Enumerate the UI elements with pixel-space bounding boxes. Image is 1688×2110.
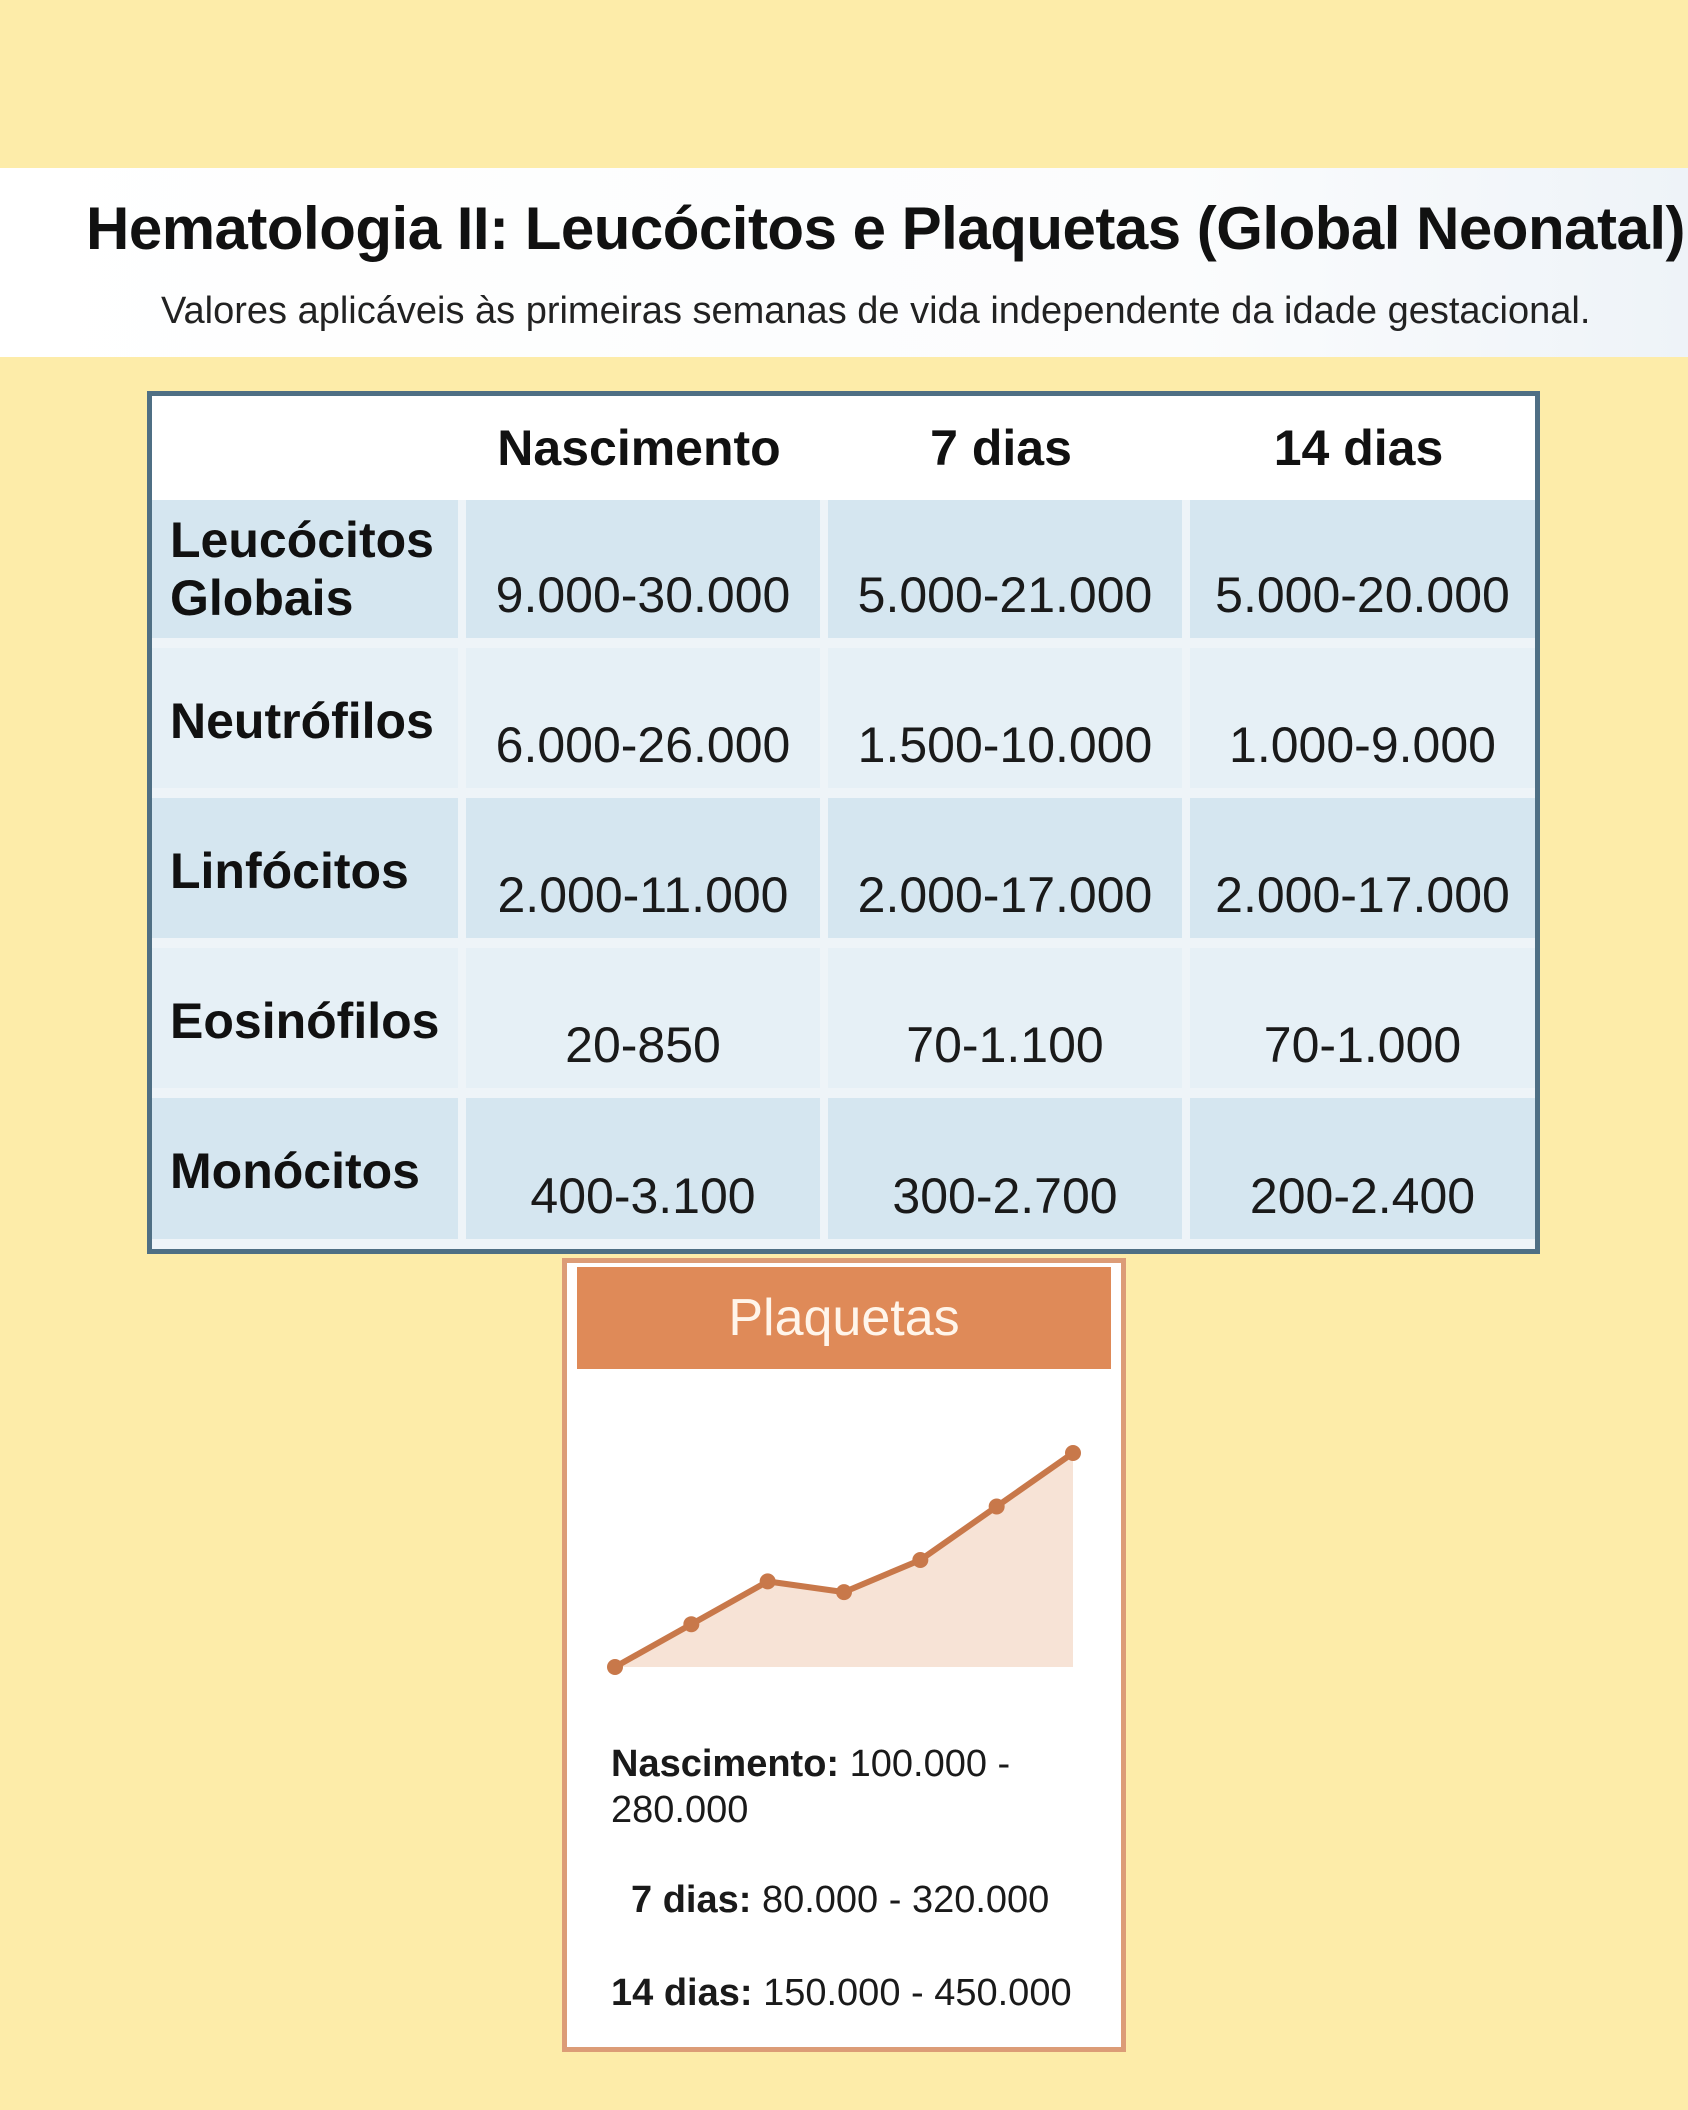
platelets-data-point [683, 1616, 699, 1632]
platelets-label-nascimento: Nascimento: [611, 1743, 840, 1785]
platelets-data-point [989, 1499, 1005, 1515]
platelets-value-14-dias: 150.000 - 450.000 [763, 1972, 1072, 2014]
row-label-neutrofilos: Neutrófilos [152, 648, 458, 798]
table-cell: 9.000-30.000 [458, 500, 820, 648]
platelets-data-point [607, 1659, 623, 1675]
table-row [152, 500, 1535, 648]
leukocyte-table [147, 391, 1540, 1254]
table-row [152, 1098, 1535, 1239]
table-cell: 70-1.000 [1182, 948, 1535, 1098]
platelets-card-title: Plaquetas [577, 1267, 1111, 1369]
table-cell: 300-2.700 [820, 1098, 1182, 1239]
platelets-row-7-dias [631, 1877, 1101, 1923]
table-header-row [152, 396, 1535, 500]
table-row [152, 648, 1535, 798]
row-label-monocitos: Monócitos [152, 1098, 458, 1239]
table-cell: 20-850 [458, 948, 820, 1098]
leukocyte-table-grid [152, 396, 1535, 1239]
page-subtitle: Valores aplicáveis às primeiras semanas de vida independente da idade gestacional. [161, 290, 1591, 332]
row-label-eosinofilos: Eosinófilos [152, 948, 458, 1098]
platelets-label-7-dias: 7 dias: [631, 1879, 752, 1921]
platelets-area-fill [615, 1453, 1073, 1667]
header-empty-cell [152, 396, 458, 500]
platelets-row-14-dias [611, 1970, 1101, 2016]
platelets-data-point [760, 1573, 776, 1589]
column-header-14-dias: 14 dias [1182, 396, 1535, 500]
table-row [152, 948, 1535, 1098]
row-label-leucocitos-globais: Leucócitos Globais [152, 500, 458, 648]
table-cell: 200-2.400 [1182, 1098, 1535, 1239]
platelets-value-7-dias: 80.000 - 320.000 [761, 1879, 1050, 1921]
page-title: Hematologia II: Leucócitos e Plaquetas (Global Neonatal) [86, 195, 1685, 262]
table-cell: 2.000-17.000 [820, 798, 1182, 948]
platelets-label-14-dias: 14 dias: [611, 1972, 753, 2014]
platelets-row-nascimento [611, 1741, 1071, 1833]
platelets-value-nascimento: 100.000 - 280.000 [611, 1743, 1011, 1831]
table-cell: 6.000-26.000 [458, 648, 820, 798]
title-banner [0, 168, 1688, 357]
platelets-card [562, 1258, 1126, 2052]
column-header-7-dias: 7 dias [820, 396, 1182, 500]
column-header-nascimento: Nascimento [458, 396, 820, 500]
platelets-data-point [836, 1584, 852, 1600]
table-cell: 400-3.100 [458, 1098, 820, 1239]
platelets-data-point [912, 1552, 928, 1568]
platelets-data-point [1065, 1445, 1081, 1461]
table-cell: 70-1.100 [820, 948, 1182, 1098]
table-row [152, 798, 1535, 948]
table-cell: 1.000-9.000 [1182, 648, 1535, 798]
row-label-linfocitos: Linfócitos [152, 798, 458, 948]
table-cell: 2.000-17.000 [1182, 798, 1535, 948]
table-cell: 5.000-20.000 [1182, 500, 1535, 648]
table-cell: 1.500-10.000 [820, 648, 1182, 798]
table-cell: 5.000-21.000 [820, 500, 1182, 648]
table-cell: 2.000-11.000 [458, 798, 820, 948]
